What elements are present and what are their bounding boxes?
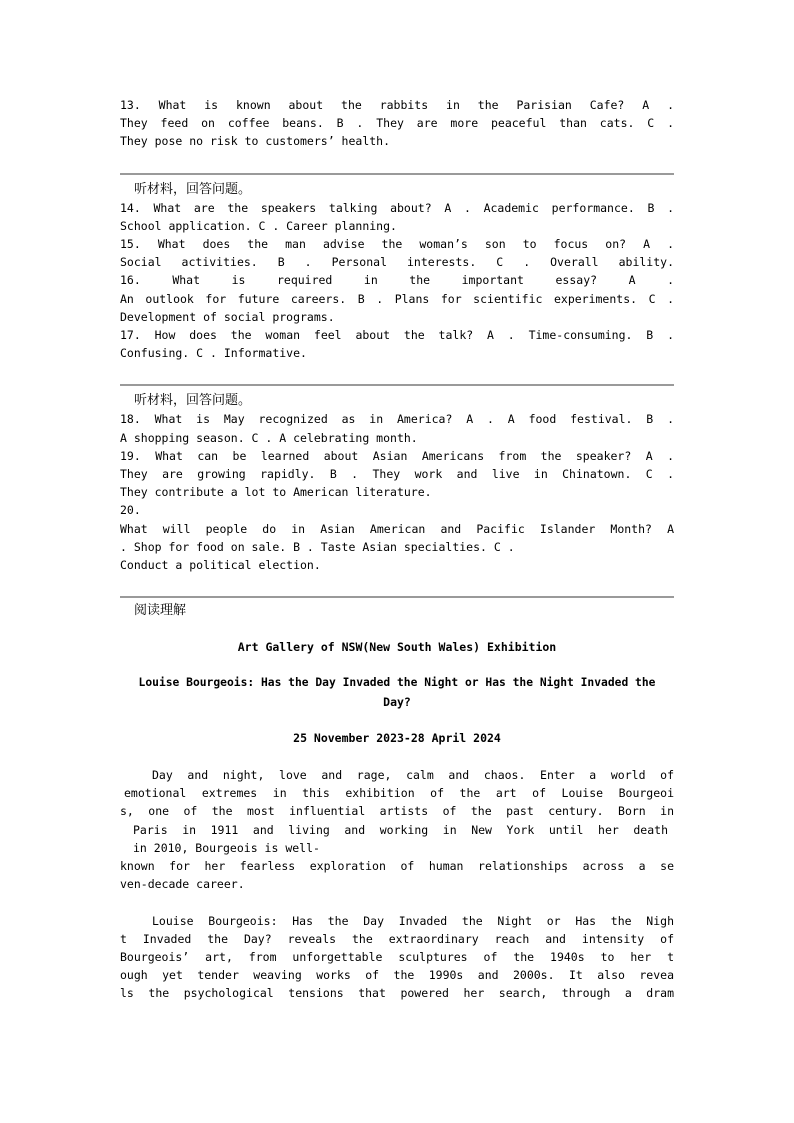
text-line: They pose no risk to customers’ health. xyxy=(120,134,391,149)
article-title: Art Gallery of NSW(New South Wales) Exhibition xyxy=(237,640,557,655)
text-line: emotional extremes in this exhibition of the art of Louise Bourgeoi xyxy=(124,786,674,801)
text-line: Paris in 1911 and living and working in New York until her death xyxy=(133,822,668,837)
text-line: t Invaded the Day? reveals the extraordinary reach and intensity of xyxy=(120,931,674,946)
text-line: 16. What is required in the important essay? A . xyxy=(120,273,674,288)
text-line: They contribute a lot to American literature. xyxy=(120,485,432,500)
text-line: 18. What is May recognized as in America? A . A food festival. B . xyxy=(120,412,674,427)
section-heading: 阅读理解 xyxy=(134,603,187,619)
article-subtitle-line: Day? xyxy=(383,694,411,709)
text-line: An outlook for future careers. B . Plans for scientific experiments. C . xyxy=(120,291,674,306)
text-line: A shopping season. C . A celebrating month. xyxy=(120,430,418,445)
article-dates: 25 November 2023-28 April 2024 xyxy=(293,730,501,745)
section-heading: 听材料，回答问题。 xyxy=(134,181,252,197)
text-line: Social activities. B . Personal interests. C . Overall ability. xyxy=(120,255,674,270)
text-line: 20. xyxy=(120,503,141,518)
text-line: Louise Bourgeois: Has the Day Invaded the Night or Has the Nigh xyxy=(152,913,674,928)
text-line: Confusing. C . Informative. xyxy=(120,346,307,361)
text-line: s, one of the most influential artists of the past century. Born in xyxy=(120,804,674,819)
text-line: known for her fearless exploration of human relationships across a se xyxy=(120,859,674,874)
question-block-13 xyxy=(120,96,674,151)
text-line: They feed on coffee beans. B . They are more peaceful than cats. C . xyxy=(120,116,674,131)
text-line: School application. C . Career planning. xyxy=(120,218,397,233)
text-line: ven-decade career. xyxy=(120,877,245,892)
text-line: Conduct a political election. xyxy=(120,558,321,573)
document-page xyxy=(120,96,674,1003)
text-line: Bourgeois’ art, from unforgettable sculptures of the 1940s to her t xyxy=(120,949,674,964)
text-line: Development of social programs. xyxy=(120,309,335,324)
question-block-14-17 xyxy=(120,199,674,363)
text-line: They are growing rapidly. B . They work and live in Chinatown. C . xyxy=(120,467,674,482)
section-heading: 听材料，回答问题。 xyxy=(134,393,252,409)
text-line: in 2010, Bourgeois is well- xyxy=(133,840,320,855)
text-line: ough yet tender weaving works of the 1990s and 2000s. It also revea xyxy=(120,968,674,983)
text-line: Day and night, love and rage, calm and chaos. Enter a world of xyxy=(152,768,674,783)
text-line: . Shop for food on sale. B . Taste Asian specialties. C . xyxy=(120,539,515,554)
text-line: 19. What can be learned about Asian Americans from the speaker? A . xyxy=(120,448,674,463)
question-block-18-20 xyxy=(120,410,674,574)
text-line: 15. What does the man advise the woman’s son to focus on? A . xyxy=(120,237,674,252)
text-line: 13. What is known about the rabbits in the Parisian Cafe? A . xyxy=(120,98,674,112)
text-line: 17. How does the woman feel about the talk? A . Time-consuming. B . xyxy=(120,328,674,343)
article-subtitle-line: Louise Bourgeois: Has the Day Invaded the Night or Has the Night Invaded the xyxy=(138,676,656,690)
text-line: 14. What are the speakers talking about? A . Academic performance. B . xyxy=(120,200,674,215)
text-line: ls the psychological tensions that powered her search, through a dram xyxy=(120,986,674,1001)
article-paragraph xyxy=(120,912,674,1003)
article-paragraph xyxy=(120,766,674,893)
text-line: What will people do in Asian American and Pacific Islander Month? A xyxy=(120,521,674,536)
